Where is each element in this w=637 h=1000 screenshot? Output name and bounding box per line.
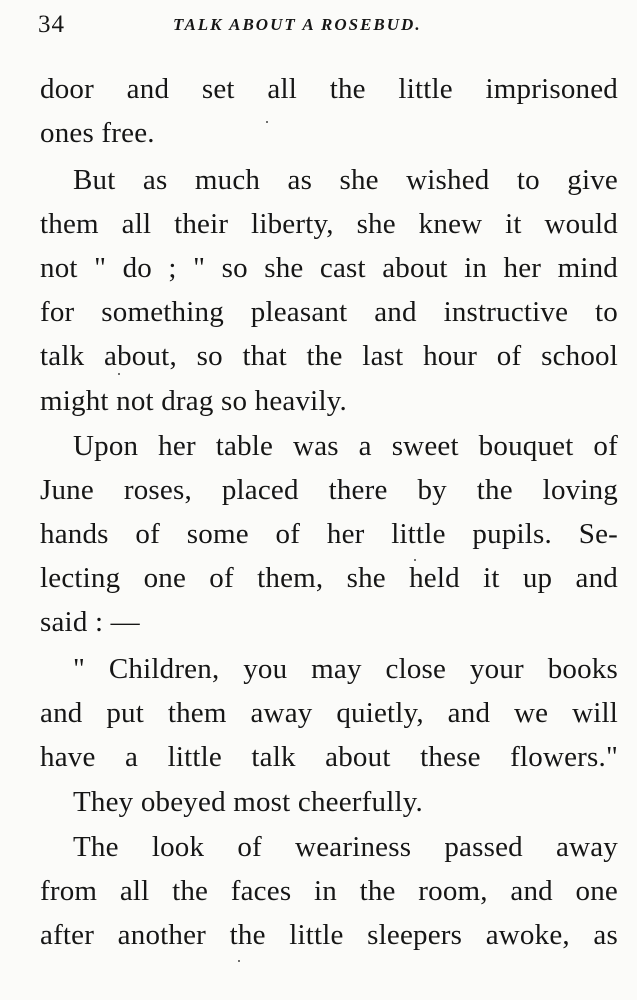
text-line: for something pleasant and instructive to bbox=[40, 296, 618, 328]
text-line: might not drag so heavily. bbox=[40, 385, 347, 417]
text-line: from all the faces in the room, and one bbox=[40, 875, 618, 907]
text-line: and put them away quietly, and we will bbox=[40, 697, 618, 729]
text-line: " Children, you may close your books bbox=[73, 653, 618, 685]
page-header bbox=[38, 10, 624, 40]
text-line: Upon her table was a sweet bouquet of bbox=[73, 430, 618, 462]
text-line: June roses, placed there by the loving bbox=[40, 474, 618, 506]
text-line: after another the little sleepers awoke, as bbox=[40, 919, 618, 951]
text-line: The look of weariness passed away bbox=[73, 831, 618, 863]
text-line: They obeyed most cheerfully. bbox=[73, 786, 423, 818]
text-line: not " do ; " so she cast about in her mind bbox=[40, 252, 618, 284]
text-line: talk about, so that the last hour of school bbox=[40, 340, 618, 372]
page-number: 34 bbox=[38, 11, 65, 38]
text-line: lecting one of them, she held it up and bbox=[40, 562, 618, 594]
ink-speck bbox=[414, 559, 416, 561]
text-line: them all their liberty, she knew it would bbox=[40, 208, 618, 240]
ink-speck bbox=[118, 373, 120, 375]
running-head: TALK ABOUT A ROSEBUD. bbox=[173, 15, 422, 34]
ink-speck bbox=[238, 960, 240, 962]
text-line: But as much as she wished to give bbox=[73, 164, 618, 196]
ink-speck bbox=[266, 121, 268, 123]
text-line: hands of some of her little pupils. Se- bbox=[40, 518, 618, 550]
text-line: door and set all the little imprisoned bbox=[40, 73, 618, 105]
text-line: have a little talk about these flowers." bbox=[40, 741, 618, 773]
text-line: ones free. bbox=[40, 117, 155, 149]
text-line: said : — bbox=[40, 606, 140, 638]
